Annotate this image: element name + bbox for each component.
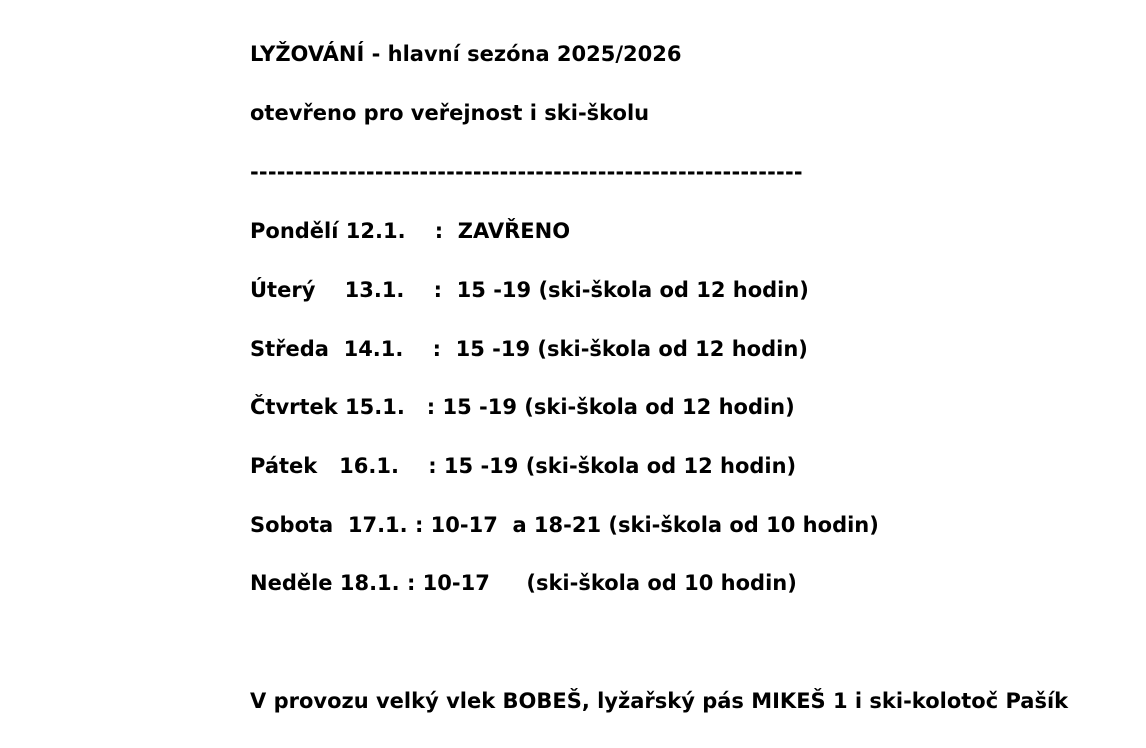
schedule-row-tuesday: Úterý 13.1. : 15 -19 (ski-škola od 12 hodin) [250, 278, 809, 302]
schedule-row-wednesday: Středa 14.1. : 15 -19 (ski-škola od 12 hodin) [250, 337, 808, 361]
document-title: LYŽOVÁNÍ - hlavní sezóna 2025/2026 [250, 42, 682, 66]
lifts-info: V provozu velký vlek BOBEŠ, lyžařský pás MIKEŠ 1 i ski-kolotoč Pašík [250, 689, 1069, 713]
document-subtitle: otevřeno pro veřejnost i ski-školu [250, 101, 650, 125]
divider-line: -------------------------------------------------------------- [250, 160, 803, 184]
schedule-row-saturday: Sobota 17.1. : 10-17 a 18-21 (ski-škola od 10 hodin) [250, 513, 879, 537]
schedule-row-sunday: Neděle 18.1. : 10-17 (ski-škola od 10 hodin) [250, 571, 797, 595]
schedule-row-thursday: Čtvrtek 15.1. : 15 -19 (ski-škola od 12 hodin) [250, 395, 795, 419]
schedule-row-monday: Pondělí 12.1. : ZAVŘENO [250, 219, 571, 243]
schedule-row-friday: Pátek 16.1. : 15 -19 (ski-škola od 12 hodin) [250, 454, 797, 478]
